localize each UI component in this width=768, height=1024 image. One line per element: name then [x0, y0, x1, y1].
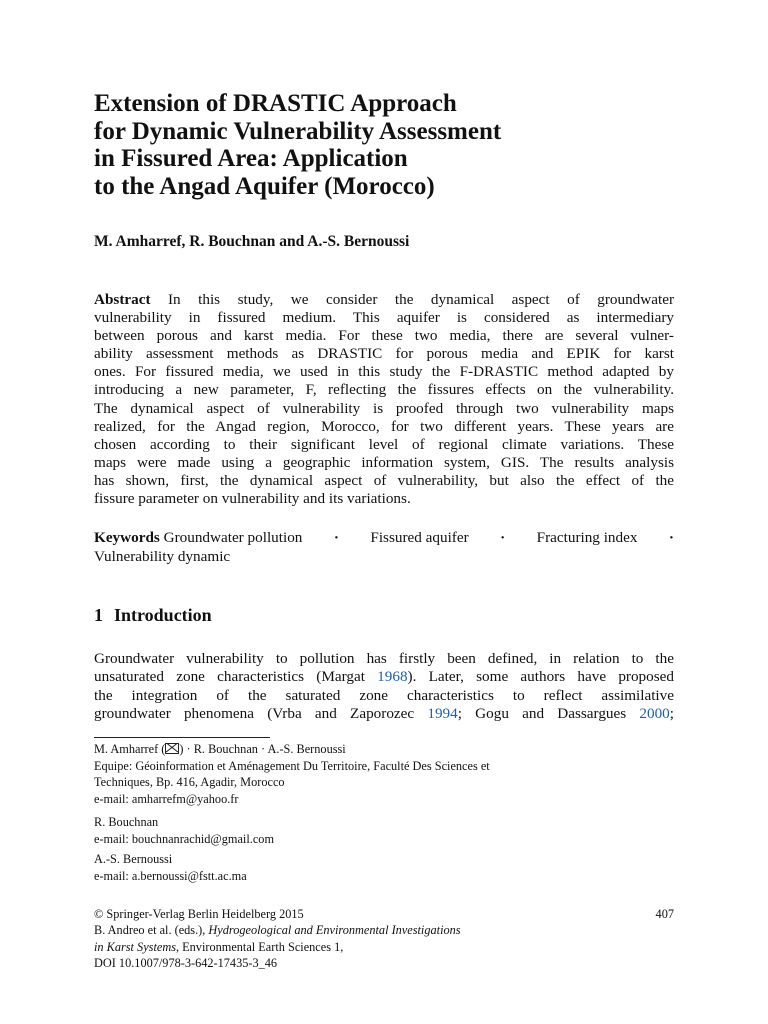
- copyright-line: © Springer-Verlag Berlin Heidelberg 2015: [94, 907, 304, 921]
- title-line-4: to the Angad Aquifer (Morocco): [94, 172, 435, 200]
- abstract-line: chosen according to their significant level of regional climate variations. These: [94, 435, 674, 453]
- doi-line: DOI 10.1007/978-3-642-17435-3_46: [94, 955, 278, 970]
- keyword-item: Vulnerability dynamic: [94, 548, 231, 565]
- keyword-separator: ·: [668, 529, 674, 546]
- affiliation-line: Techniques, Bp. 416, Agadir, Morocco: [94, 775, 285, 790]
- copyright-block: © Springer-Verlag Berlin Heidelberg 2015 407 B. Andreo et al. (eds.), Hydrogeological and Environmental Investigations in Karst Systems, Environmental Earth Sciences 1, DOI 10.1007/978-3-642-17435-3_46: [94, 907, 674, 970]
- section-number: 1: [94, 605, 103, 625]
- intro-line: groundwater phenomena (Vrba and Zaporozec 1994; Gogu and Dassargues 2000;: [94, 704, 674, 722]
- abstract-line: vulnerability in fissured medium. This aquifer is considered as intermediary: [94, 309, 674, 327]
- title-line-3: in Fissured Area: Application: [94, 145, 408, 172]
- abstract-line: realized, for the Angad region, Morocco, for two different years. These years are: [94, 417, 674, 435]
- keyword-item: Fracturing index: [536, 529, 638, 546]
- abstract: [94, 291, 674, 508]
- abstract-line: fissure parameter on vulnerability and its variations.: [94, 490, 411, 508]
- citation-link[interactable]: 1994: [427, 704, 458, 722]
- abstract-line: has shown, first, the dynamical aspect of vulnerability, but also the effect of the: [94, 471, 674, 489]
- page-number: 407: [655, 907, 674, 921]
- affiliation-block-1: M. Amharref ( ) · R. Bouchnan · A.-S. Bernoussi Equipe: Géoinformation et Aménagement Du Territoire, Faculté Des Sciences et Techniques, Bp. 416, Agadir, Morocco e-mail: amharrefm@yahoo.fr: [94, 742, 490, 806]
- author-name: A.-S. Bernoussi: [94, 852, 173, 866]
- abstract-line: maps were made using a geographic information system, GIS. The results analysis: [94, 453, 674, 471]
- abstract-line: Abstract In this study, we consider the dynamical aspect of groundwater: [94, 291, 674, 308]
- title-line-1: Extension of DRASTIC Approach: [94, 90, 457, 117]
- section-heading: [94, 605, 212, 626]
- envelope-icon: [165, 743, 179, 754]
- abstract-line: ability assessment methods as DRASTIC for porous media and EPIK for karst: [94, 345, 674, 363]
- abstract-line: The dynamical aspect of vulnerability is proofed through two vulnerability maps: [94, 399, 674, 417]
- keywords: [94, 528, 674, 566]
- email-line: e-mail: a.bernoussi@fstt.ac.ma: [94, 868, 247, 883]
- keyword-item: Groundwater pollution: [163, 529, 303, 546]
- affiliation-line: Equipe: Géoinformation et Aménagement Du Territoire, Faculté Des Sciences et: [94, 758, 490, 773]
- section-title: Introduction: [114, 605, 212, 625]
- paper-title: [94, 90, 674, 200]
- email-line: e-mail: amharrefm@yahoo.fr: [94, 791, 239, 806]
- keyword-separator: ·: [333, 529, 339, 546]
- citation-link[interactable]: 2000: [639, 704, 670, 722]
- intro-line: the integration of the saturated zone characteristics to reflect assimilative: [94, 686, 674, 704]
- intro-paragraph: [94, 650, 674, 723]
- abstract-label: Abstract: [94, 291, 151, 308]
- keyword-item: Fissured aquifer: [370, 529, 469, 546]
- keywords-label: Keywords: [94, 529, 160, 546]
- email-line: e-mail: bouchnanrachid@gmail.com: [94, 831, 275, 846]
- author-name: R. Bouchnan: [94, 815, 159, 829]
- abstract-line: introducing a new parameter, F, reflecting the fissures effects on the vulnerability.: [94, 381, 674, 399]
- author-list: M. Amharref, R. Bouchnan and A.-S. Bernoussi: [94, 233, 410, 250]
- abstract-line: ones. For fissured media, we used in this study the F-DRASTIC method adapted by: [94, 363, 674, 381]
- abstract-line: between porous and karst media. For these two media, there are several vulner-: [94, 327, 674, 345]
- intro-line: Groundwater vulnerability to pollution has firstly been defined, in relation to the: [94, 650, 674, 667]
- intro-line: unsaturated zone characteristics (Margat 1968). Later, some authors have proposed: [94, 668, 674, 686]
- affiliation-block-2: [94, 814, 274, 847]
- citation-link[interactable]: 1968: [377, 668, 408, 686]
- keyword-separator: ·: [500, 529, 506, 546]
- footnote-divider: [94, 737, 270, 738]
- title-line-2: for Dynamic Vulnerability Assessment: [94, 117, 502, 145]
- affiliation-block-3: [94, 851, 247, 884]
